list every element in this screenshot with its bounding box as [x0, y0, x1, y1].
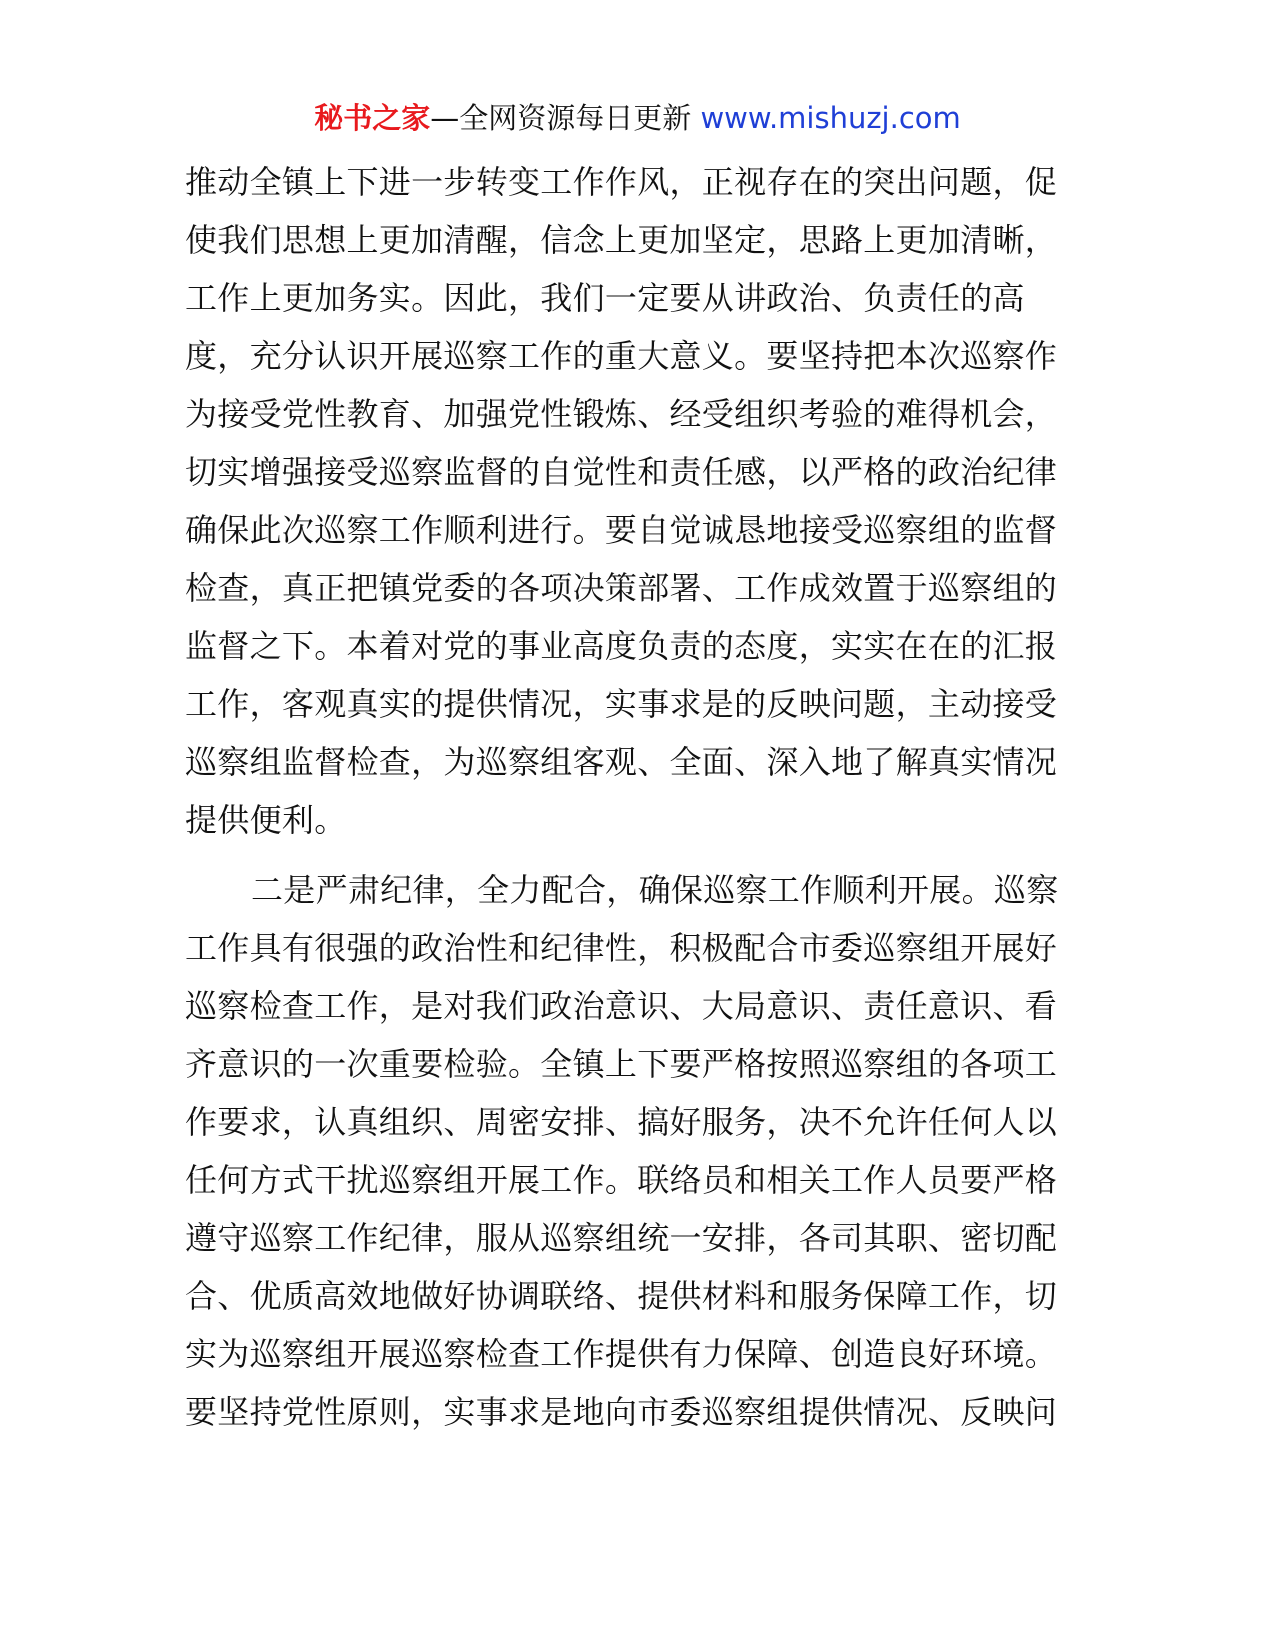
document-body [185, 153, 1085, 1441]
text-line: 齐意识的一次重要检验。全镇上下要严格按照巡察组的各项工 [185, 1045, 1058, 1083]
text-line: 监督之下。本着对党的事业高度负责的态度，实实在在的汇报 [185, 627, 1058, 665]
text-line: 检查，真正把镇党委的各项决策部署、工作成效置于巡察组的 [185, 569, 1058, 607]
header-tagline: —全网资源每日更新 [430, 101, 701, 135]
paragraph-2 [185, 861, 1085, 1441]
text-line: 确保此次巡察工作顺利进行。要自觉诚恳地接受巡察组的监督 [185, 511, 1058, 549]
text-line: 实为巡察组开展巡察检查工作提供有力保障、创造良好环境。 [185, 1335, 1058, 1373]
text-line: 任何方式干扰巡察组开展工作。联络员和相关工作人员要严格 [185, 1161, 1058, 1199]
text-line: 工作，客观真实的提供情况，实事求是的反映问题，主动接受 [185, 685, 1058, 723]
text-line: 二是严肃纪律，全力配合，确保巡察工作顺利开展。巡察 [251, 871, 1059, 909]
paragraph-spacer [185, 849, 1085, 861]
text-line: 遵守巡察工作纪律，服从巡察组统一安排，各司其职、密切配 [185, 1219, 1058, 1257]
page-header [0, 98, 1275, 138]
text-line: 要坚持党性原则，实事求是地向市委巡察组提供情况、反映问 [185, 1393, 1058, 1431]
text-line: 工作上更加务实。因此，我们一定要从讲政治、负责任的高 [185, 279, 1025, 317]
text-line: 度，充分认识开展巡察工作的重大意义。要坚持把本次巡察作 [185, 337, 1058, 375]
website-link[interactable]: www.mishuzj.com [700, 101, 961, 135]
text-line: 作要求，认真组织、周密安排、搞好服务，决不允许任何人以 [185, 1103, 1058, 1141]
paragraph-1 [185, 153, 1085, 849]
text-line: 巡察组监督检查，为巡察组客观、全面、深入地了解真实情况 [185, 743, 1058, 781]
text-line: 合、优质高效地做好协调联络、提供材料和服务保障工作，切 [185, 1277, 1058, 1315]
text-line: 提供便利。 [185, 801, 347, 839]
text-line: 巡察检查工作，是对我们政治意识、大局意识、责任意识、看 [185, 987, 1058, 1025]
text-line: 推动全镇上下进一步转变工作作风，正视存在的突出问题，促 [185, 163, 1058, 201]
text-line: 使我们思想上更加清醒，信念上更加坚定，思路上更加清晰， [185, 221, 1058, 259]
text-line: 为接受党性教育、加强党性锻炼、经受组织考验的难得机会， [185, 395, 1058, 433]
brand-name: 秘书之家 [314, 101, 431, 135]
text-line: 切实增强接受巡察监督的自觉性和责任感，以严格的政治纪律 [185, 453, 1058, 491]
text-line: 工作具有很强的政治性和纪律性，积极配合市委巡察组开展好 [185, 929, 1058, 967]
